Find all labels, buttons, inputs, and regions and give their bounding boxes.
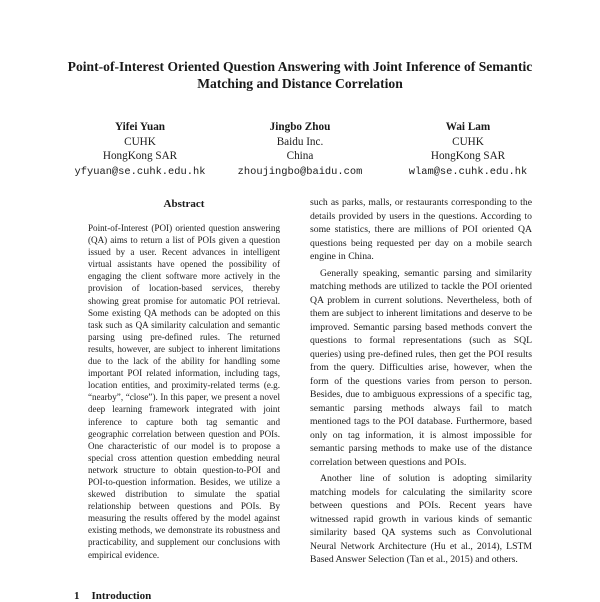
body-paragraph: Another line of solution is adopting similarity matching models for calculating the similarity score between questions and POIs. Recent years have witnessed rapid growth in various kinds of semantic similarity based QA systems such as Convolutional Neural Network Architecture (Hu et al., 2014), LSTM Based Answer Selection (Tan et al., 2015) and others.: [310, 473, 532, 565]
abstract-heading: Abstract: [163, 198, 205, 210]
abstract-body: [88, 222, 280, 561]
section-heading-introduction: [74, 590, 151, 602]
abstract-text: Point-of-Interest (POI) oriented question answering (QA) aims to return a list of POIs given a question issued by a user. Recent advances in intelligent virtual assistants have opened the possibility of engaging the client software more actively in the provision of location-based services, thereby showing great promise for automatic POI retrieval. Some existing QA methods can be adopted on this task such as QA similarity calculation and semantic parsing using pre-defined rules. The returned results, however, are subject to inherent limitations due to the lack of the ability for handling some important POI related information, including tags, location entities, and proximity-related terms (e.g. “nearby”, “close”). In this paper, we present a novel deep learning framework integrated with joint inference to capture both tag semantic and geographic correlation between question and POIs. One characteristic of our model is to propose a special cross attention question embedding neural network structure to obtain question-to-POI and POI-to-question information. Besides, we utilize a skewed distribution to simulate the spatial relationship between questions and POIs. By measuring the results offered by the model against existing methods, we demonstrate its robustness and practicability, and supplement our conclusions with empirical evidence.: [88, 223, 280, 560]
author-affiliation: CUHK: [452, 135, 484, 148]
author-location: HongKong SAR: [102, 150, 178, 162]
author-email: yfyuan@se.cuhk.edu.hk: [74, 165, 206, 178]
section-title: Introduction: [91, 590, 152, 602]
author-name: Jingbo Zhou: [269, 121, 331, 133]
section-number: 1: [74, 590, 80, 602]
author-location: HongKong SAR: [430, 150, 506, 162]
paper-title: Point-of-Interest Oriented Question Answering with Joint Inference of Semantic Matching and Distance Correlation: [67, 59, 533, 91]
author-location: China: [286, 150, 314, 162]
introduction-body: [310, 196, 532, 567]
author-1: [60, 120, 220, 179]
author-name: Wai Lam: [445, 121, 491, 133]
author-email: zhoujingbo@baidu.com: [237, 165, 363, 178]
body-paragraph: Generally speaking, semantic parsing and similarity matching methods are utilized to tackle the POI oriented QA problem in current solutions. Nevertheless, both of them are subject to inherent limitations and deserve to be improved. Semantic parsing based methods convert the questions to formal representations (such as SQL queries) using pre-defined rules, then get the POI results from the query. Difficulties arise, however, when the form of the questions varies from person to person. Besides, due to ambiguous expressions of a specific tag, semantic parsing methods always fail to match mentioned tags to the POI database. Furthermore, based only on tag information, it is almost impossible for semantic parsing methods to make use of the distance correlation between questions and POIs.: [310, 267, 532, 468]
body-paragraph: such as parks, malls, or restaurants corresponding to the details provided by users in the questions. According to some statistics, there are millions of POI oriented QA questions being requested per day on a mobile search engine in China.: [310, 197, 532, 262]
author-affiliation: CUHK: [124, 135, 156, 148]
author-affiliation: Baidu Inc.: [276, 135, 324, 148]
author-email: wlam@se.cuhk.edu.hk: [408, 165, 528, 178]
author-3: [388, 120, 548, 179]
author-name: Yifei Yuan: [114, 121, 166, 133]
author-2: [220, 120, 380, 179]
